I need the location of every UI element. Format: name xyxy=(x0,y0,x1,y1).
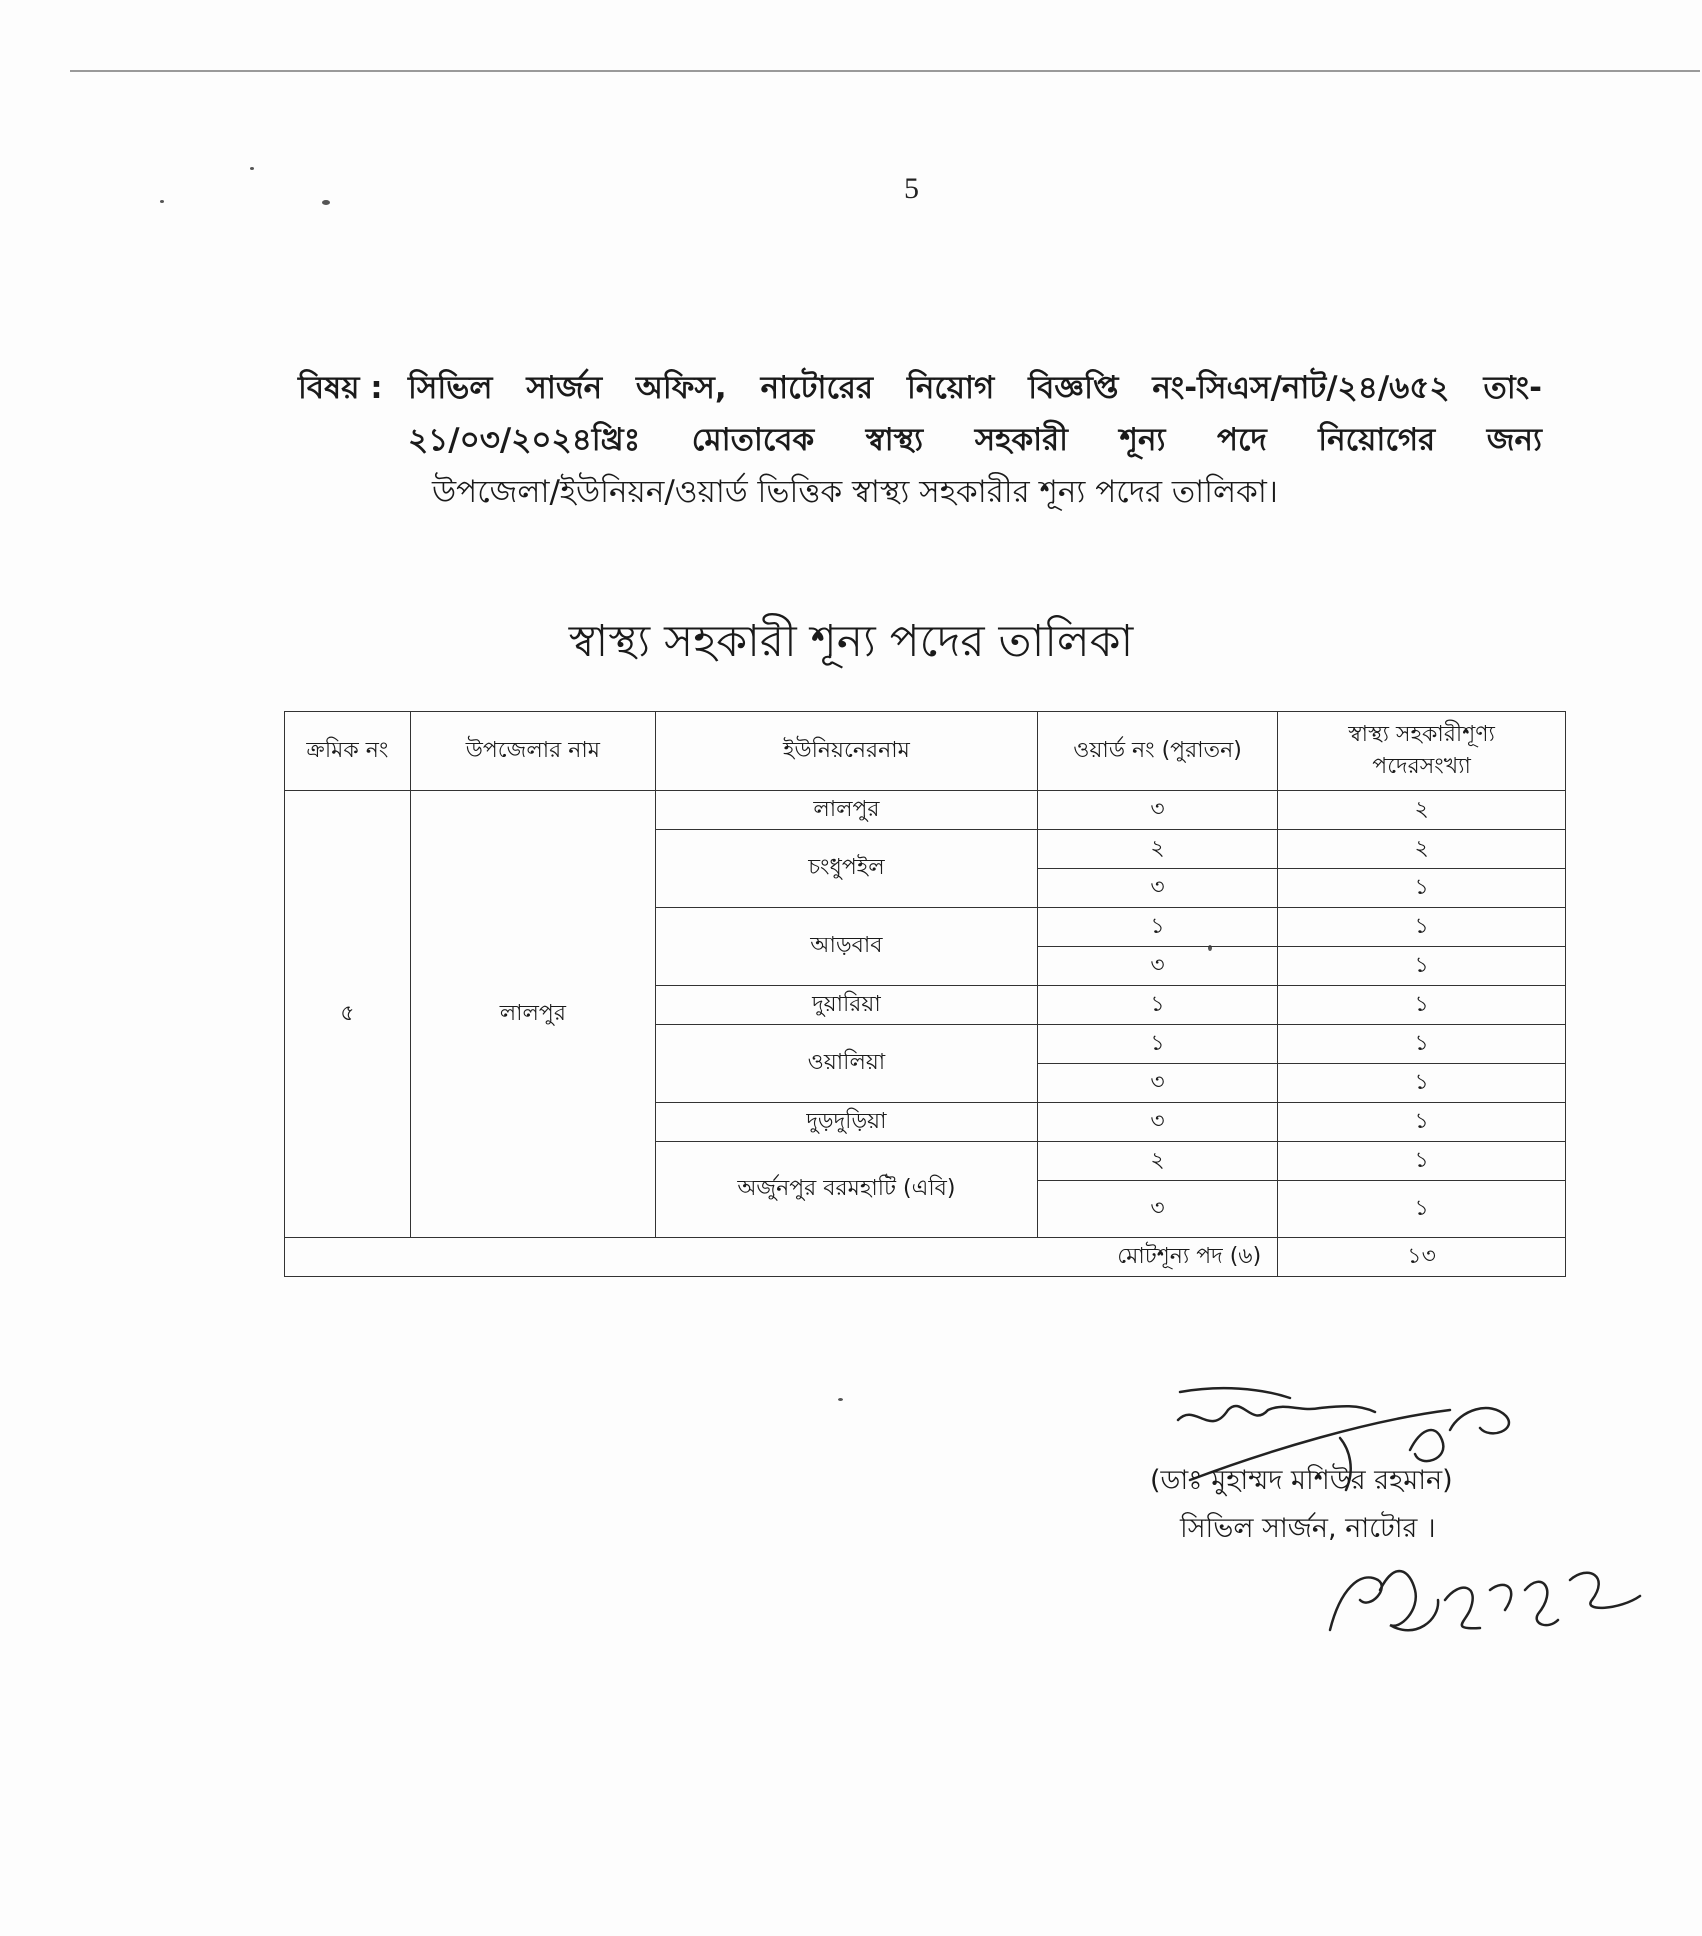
cell-union: দুড়দুড়িয়া xyxy=(655,1103,1037,1142)
cell-union: ওয়ালিয়া xyxy=(655,1025,1037,1103)
cell-ward: ৩ xyxy=(1037,1103,1277,1142)
header-serial: ক্রমিক নং xyxy=(285,712,411,791)
cell-ward: ১ xyxy=(1037,986,1277,1025)
scan-speck xyxy=(160,200,164,203)
cell-posts: ১ xyxy=(1278,1064,1566,1103)
cell-ward: ২ xyxy=(1037,1142,1277,1181)
vacancy-table xyxy=(284,711,1566,1277)
cell-ward: ৩ xyxy=(1037,791,1277,830)
subject-line-3: উপজেলা/ইউনিয়ন/ওয়ার্ড ভিত্তিক স্বাস্থ্য সহকারীর শূন্য পদের তালিকা। xyxy=(432,474,1278,510)
cell-posts: ১ xyxy=(1278,986,1566,1025)
header-union: ইউনিয়নেরনাম xyxy=(655,712,1037,791)
header-posts xyxy=(1278,712,1566,791)
table-header-row xyxy=(285,712,1566,791)
cell-union: অর্জুনপুর বরমহাটি (এবি) xyxy=(655,1142,1037,1238)
cell-posts: ১ xyxy=(1278,1025,1566,1064)
total-label: মোটশূন্য পদ (৬) xyxy=(285,1238,1278,1277)
subject-line-1: সিভিল সার্জন অফিস, নাটোরের নিয়োগ বিজ্ঞপ্তি নং-সিএস/নাট/২৪/৬৫২ তাং- xyxy=(408,370,1542,406)
cell-upazila: লালপুর xyxy=(410,791,655,1238)
cell-posts: ১ xyxy=(1278,1181,1566,1238)
subject-block xyxy=(298,362,1542,518)
handwritten-date-scribble xyxy=(1320,1530,1660,1660)
table-row xyxy=(285,791,1566,830)
scan-speck xyxy=(322,200,330,205)
signatory-name: (ডাঃ মুহাম্মদ মশিউর রহমান) xyxy=(1150,1465,1453,1496)
header-posts-line-2: পদেরসংখ্যা xyxy=(1372,754,1471,779)
top-rule xyxy=(70,70,1700,72)
header-upazila: উপজেলার নাম xyxy=(410,712,655,791)
cell-ward: ১ xyxy=(1037,908,1277,947)
scan-speck xyxy=(838,1398,843,1401)
page-number: 5 xyxy=(904,172,919,205)
cell-posts: ১ xyxy=(1278,1103,1566,1142)
cell-ward: ১ xyxy=(1037,1025,1277,1064)
cell-ward: ৩ xyxy=(1037,1181,1277,1238)
cell-posts: ১ xyxy=(1278,947,1566,986)
cell-ward: ৩ xyxy=(1037,947,1277,986)
cell-union: আড়বাব xyxy=(655,908,1037,986)
cell-union: দুয়ারিয়া xyxy=(655,986,1037,1025)
subject-line-2: ২১/০৩/২০২৪খ্রিঃ মোতাবেক স্বাস্থ্য সহকারী শূন্য পদে নিয়োগের জন্য xyxy=(408,422,1542,458)
table-title: স্বাস্থ্য সহকারী শূন্য পদের তালিকা xyxy=(568,616,1134,667)
header-ward: ওয়ার্ড নং (পুরাতন) xyxy=(1037,712,1277,791)
cell-posts: ২ xyxy=(1278,830,1566,869)
cell-union: চংধুপইল xyxy=(655,830,1037,908)
cell-ward: ৩ xyxy=(1037,869,1277,908)
total-value: ১৩ xyxy=(1278,1238,1566,1277)
subject-label: বিষয় : xyxy=(298,370,383,406)
cell-posts: ২ xyxy=(1278,791,1566,830)
signatory-title: সিভিল সার্জন, নাটোর । xyxy=(1180,1513,1436,1544)
cell-posts: ১ xyxy=(1278,908,1566,947)
scan-speck xyxy=(250,167,254,170)
header-posts-line-1: স্বাস্থ্য সহকারীশূণ্য xyxy=(1348,722,1495,747)
cell-posts: ১ xyxy=(1278,869,1566,908)
cell-serial: ৫ xyxy=(285,791,411,1238)
table-total-row xyxy=(285,1238,1566,1277)
cell-ward: ৩ xyxy=(1037,1064,1277,1103)
cell-posts: ১ xyxy=(1278,1142,1566,1181)
cell-ward: ২ xyxy=(1037,830,1277,869)
cell-union: লালপুর xyxy=(655,791,1037,830)
